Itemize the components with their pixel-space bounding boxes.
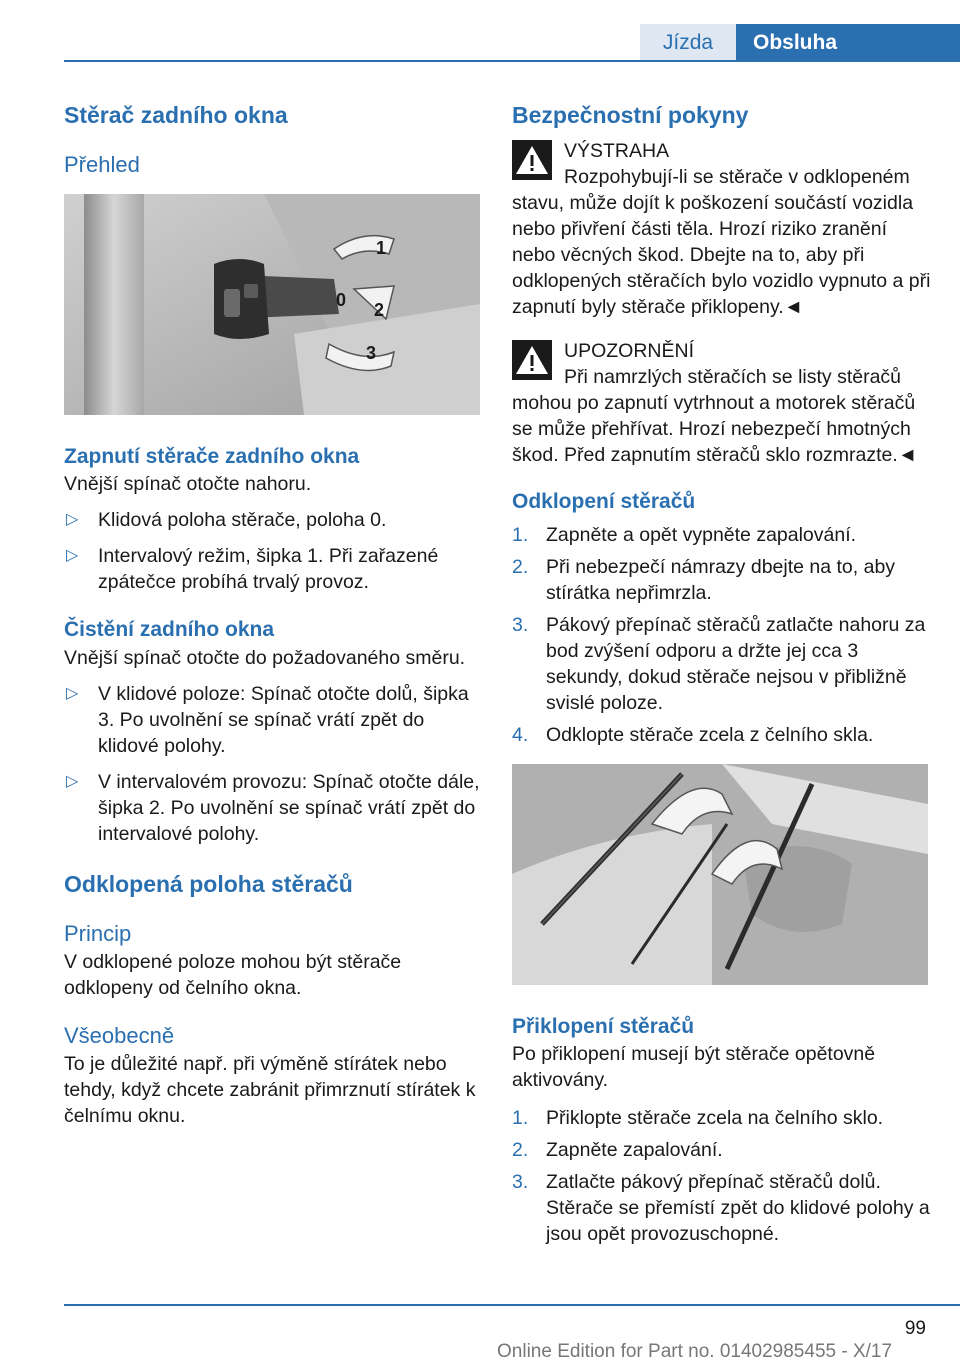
warning-label: VÝSTRAHA (564, 140, 670, 162)
bullet-triangle-icon: ▷ (66, 685, 79, 702)
foldin-text: Po přiklopení musejí být stěrače opětovně aktivovány. (512, 1043, 876, 1091)
caution-label: UPOZORNĚNÍ (564, 340, 695, 362)
foldin-heading: Přiklopení stěračů (512, 1015, 695, 1038)
figure-label-1: 1 (376, 238, 387, 258)
list-item: 2. Při nebezpečí námrazy dbejte na to, aby stírátka nepřimrzla. (512, 556, 896, 604)
list-item: ▷ Klidová poloha stěrače, poloha 0. (66, 509, 387, 531)
list-item: 1. Zapněte a opět vypněte zapalování. (512, 524, 857, 546)
section-title-rear-wiper: Stěrač zadního okna (64, 102, 288, 128)
right-column (512, 100, 932, 1247)
figure-label-0: 0 (336, 290, 347, 310)
caution-first-line: Při namrzlých stěračích se listy stěračů (564, 366, 902, 388)
wiper-switch-illustration (64, 194, 480, 415)
windshield-wiper-figure (512, 764, 928, 985)
switch-on-heading: Zapnutí stěrače zadního okna (64, 445, 360, 468)
clean-heading: Čistění zadního okna (64, 618, 275, 641)
edition-watermark: Online Edition for Part no. 01402985455 - X/17 (497, 1341, 893, 1362)
list-item: 1. Přiklopte stěrače zcela na čelního sklo. (512, 1107, 884, 1129)
switch-on-text: Vnější spínač otočte nahoru. (64, 473, 312, 495)
list-item: 3. Pákový přepínač stěračů zatlačte nahoru za bod zvýšení odporu a držte jej cca 3 sekundy, dokud stěrače nejsou v přibližně svislé poloze. (512, 614, 926, 714)
list-item: ▷ V intervalovém provozu: Spínač otočte dále, šipka 2. Po uvolnění se spínač vrátí zpět do intervalové polohy. (66, 771, 480, 845)
bullet-triangle-icon: ▷ (66, 547, 79, 564)
clean-text: Vnější spínač otočte do požadovaného směru. (64, 647, 466, 669)
general-text: To je důležité např. při výměně stírátek nebo tehdy, když chcete zabránit přimrznutí stírátek k čelnímu oknu. (64, 1053, 476, 1127)
tab-jizda[interactable]: Jízda (640, 24, 736, 61)
warning-first-line: Rozpohybují-li se stěrače v odklopeném (564, 166, 910, 188)
warning-triangle-icon (512, 340, 552, 380)
header-divider (64, 60, 960, 62)
figure-label-2: 2 (374, 300, 385, 320)
warning-block (512, 138, 932, 320)
warning-triangle-icon (512, 140, 552, 180)
principle-text: V odklopené poloze mohou být stěrače odklopeny od čelního okna. (64, 951, 402, 999)
tab-obsluha[interactable]: Obsluha (736, 24, 960, 61)
wiper-switch-figure (64, 194, 480, 415)
list-item: 3. Zatlačte pákový přepínač stěračů dolů. Stěrače se přemístí zpět do klidové polohy a jsou opět provozuschopné. (512, 1171, 930, 1245)
list-item: 4. Odklopte stěrače zcela z čelního skla. (512, 724, 874, 746)
foldout-heading: Odklopení stěračů (512, 490, 696, 513)
caution-block (512, 338, 932, 468)
overview-heading: Přehled (64, 152, 140, 177)
principle-heading: Princip (64, 921, 132, 946)
list-item: ▷ Intervalový režim, šipka 1. Při zařazené zpátečce probíhá trvalý provoz. (66, 545, 439, 593)
list-item: ▷ V klidové poloze: Spínač otočte dolů, šipka 3. Po uvolnění se spínač vrátí zpět do klidové polohy. (66, 683, 469, 757)
wiper-foldout-illustration (512, 764, 928, 985)
page-number: 99 (904, 1318, 926, 1339)
footer-divider (64, 1304, 960, 1306)
caution-text: mohou po zapnutí vytrhnout a motorek stěračů se může přehřívat. Hrozí nebezpečí hmotných škod. Před zapnutím stěračů sklo rozmrazte.◄ (512, 392, 918, 466)
safety-heading: Bezpečnostní pokyny (512, 102, 749, 128)
figure-label-3: 3 (366, 343, 377, 363)
foldout-position-heading: Odklopená poloha stěračů (64, 871, 353, 897)
bullet-triangle-icon: ▷ (66, 511, 79, 528)
bullet-triangle-icon: ▷ (66, 773, 79, 790)
left-column (64, 100, 480, 1129)
general-heading: Všeobecně (64, 1023, 175, 1048)
warning-text: stavu, může dojít k poškození součástí vozidla nebo přivření části těla. Hrozí riziko zranění nebo věcných škod. Dbejte na to, aby při odklopených stěračích bylo vozidlo vypnuto a při zapnutí byly stěrače přiklopeny.◄ (512, 192, 931, 318)
list-item: 2. Zapněte zapalování. (512, 1139, 723, 1161)
